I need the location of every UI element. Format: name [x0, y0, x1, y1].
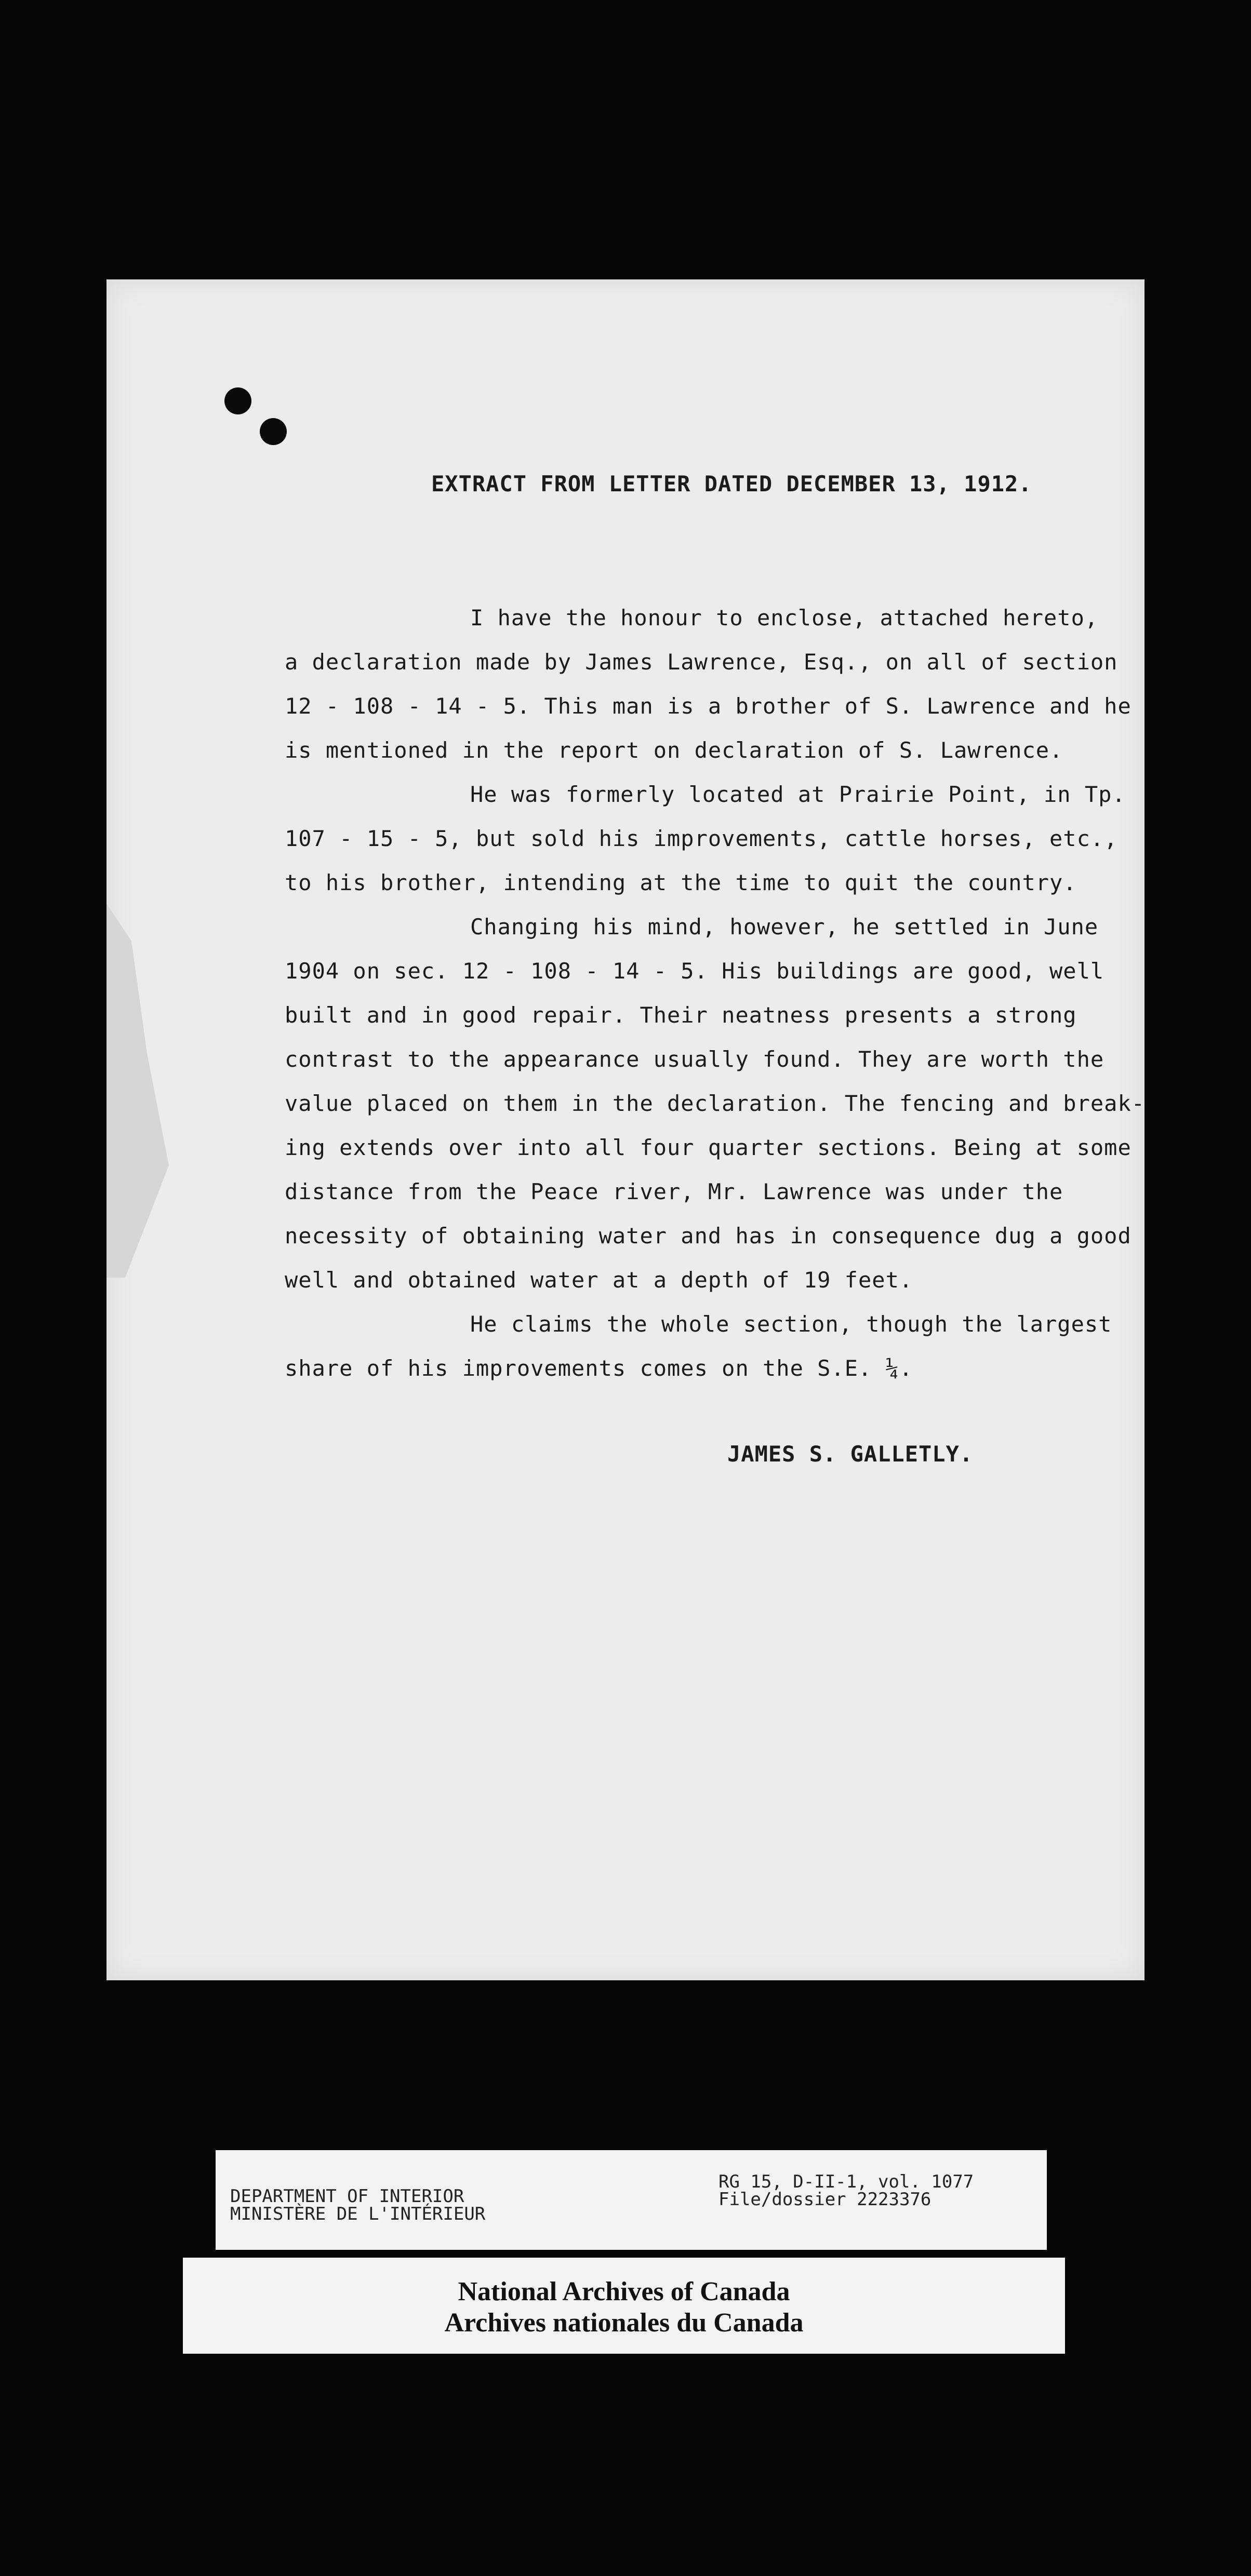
body-line: value placed on them in the declaration. The fencing and break-	[285, 1091, 1146, 1116]
body-line: I have the honour to enclose, attached hereto,	[470, 605, 1099, 630]
body-line: to his brother, intending at the time to quit the country.	[285, 870, 1077, 895]
body-line: 12 - 108 - 14 - 5. This man is a brother of S. Lawrence and he	[285, 693, 1132, 719]
record-group: RG 15, D-II-1, vol. 1077	[718, 2171, 974, 2192]
document-page	[107, 279, 1144, 1980]
body-line: Changing his mind, however, he settled in June	[470, 914, 1099, 940]
archive-name-fr: Archives nationales du Canada	[444, 2308, 804, 2338]
body-line: contrast to the appearance usually found. They are worth the	[285, 1046, 1104, 1072]
body-line: built and in good repair. Their neatness presents a strong	[285, 1002, 1077, 1028]
body-line: 107 - 15 - 5, but sold his improvements, cattle horses, etc.,	[285, 826, 1118, 851]
letter-title: EXTRACT FROM LETTER DATED DECEMBER 13, 1912.	[431, 471, 1032, 497]
punch-hole	[224, 387, 251, 414]
department-fr: MINISTÈRE DE L'INTÉRIEUR	[230, 2204, 486, 2224]
department-en: DEPARTMENT OF INTERIOR	[230, 2186, 464, 2207]
body-line: share of his improvements comes on the S.E. ¼.	[285, 1356, 913, 1381]
body-line: distance from the Peace river, Mr. Lawrence was under the	[285, 1179, 1063, 1204]
body-line: ing extends over into all four quarter sections. Being at some	[285, 1135, 1132, 1160]
punch-hole	[260, 418, 287, 445]
archive-reference-label	[216, 2150, 1047, 2250]
archive-name-en: National Archives of Canada	[458, 2277, 790, 2306]
body-line: 1904 on sec. 12 - 108 - 14 - 5. His buildings are good, well	[285, 958, 1104, 984]
file-number: File/dossier 2223376	[718, 2189, 931, 2210]
body-line: He claims the whole section, though the largest	[470, 1311, 1112, 1337]
archive-banner	[183, 2258, 1065, 2354]
body-line: He was formerly located at Prairie Point, in Tp.	[470, 782, 1126, 807]
body-line: a declaration made by James Lawrence, Esq., on all of section	[285, 649, 1118, 675]
body-line: well and obtained water at a depth of 19 feet.	[285, 1267, 913, 1293]
body-line: necessity of obtaining water and has in consequence dug a good	[285, 1223, 1132, 1249]
body-line: is mentioned in the report on declaration of S. Lawrence.	[285, 737, 1063, 763]
signature: JAMES S. GALLETLY.	[727, 1441, 974, 1467]
